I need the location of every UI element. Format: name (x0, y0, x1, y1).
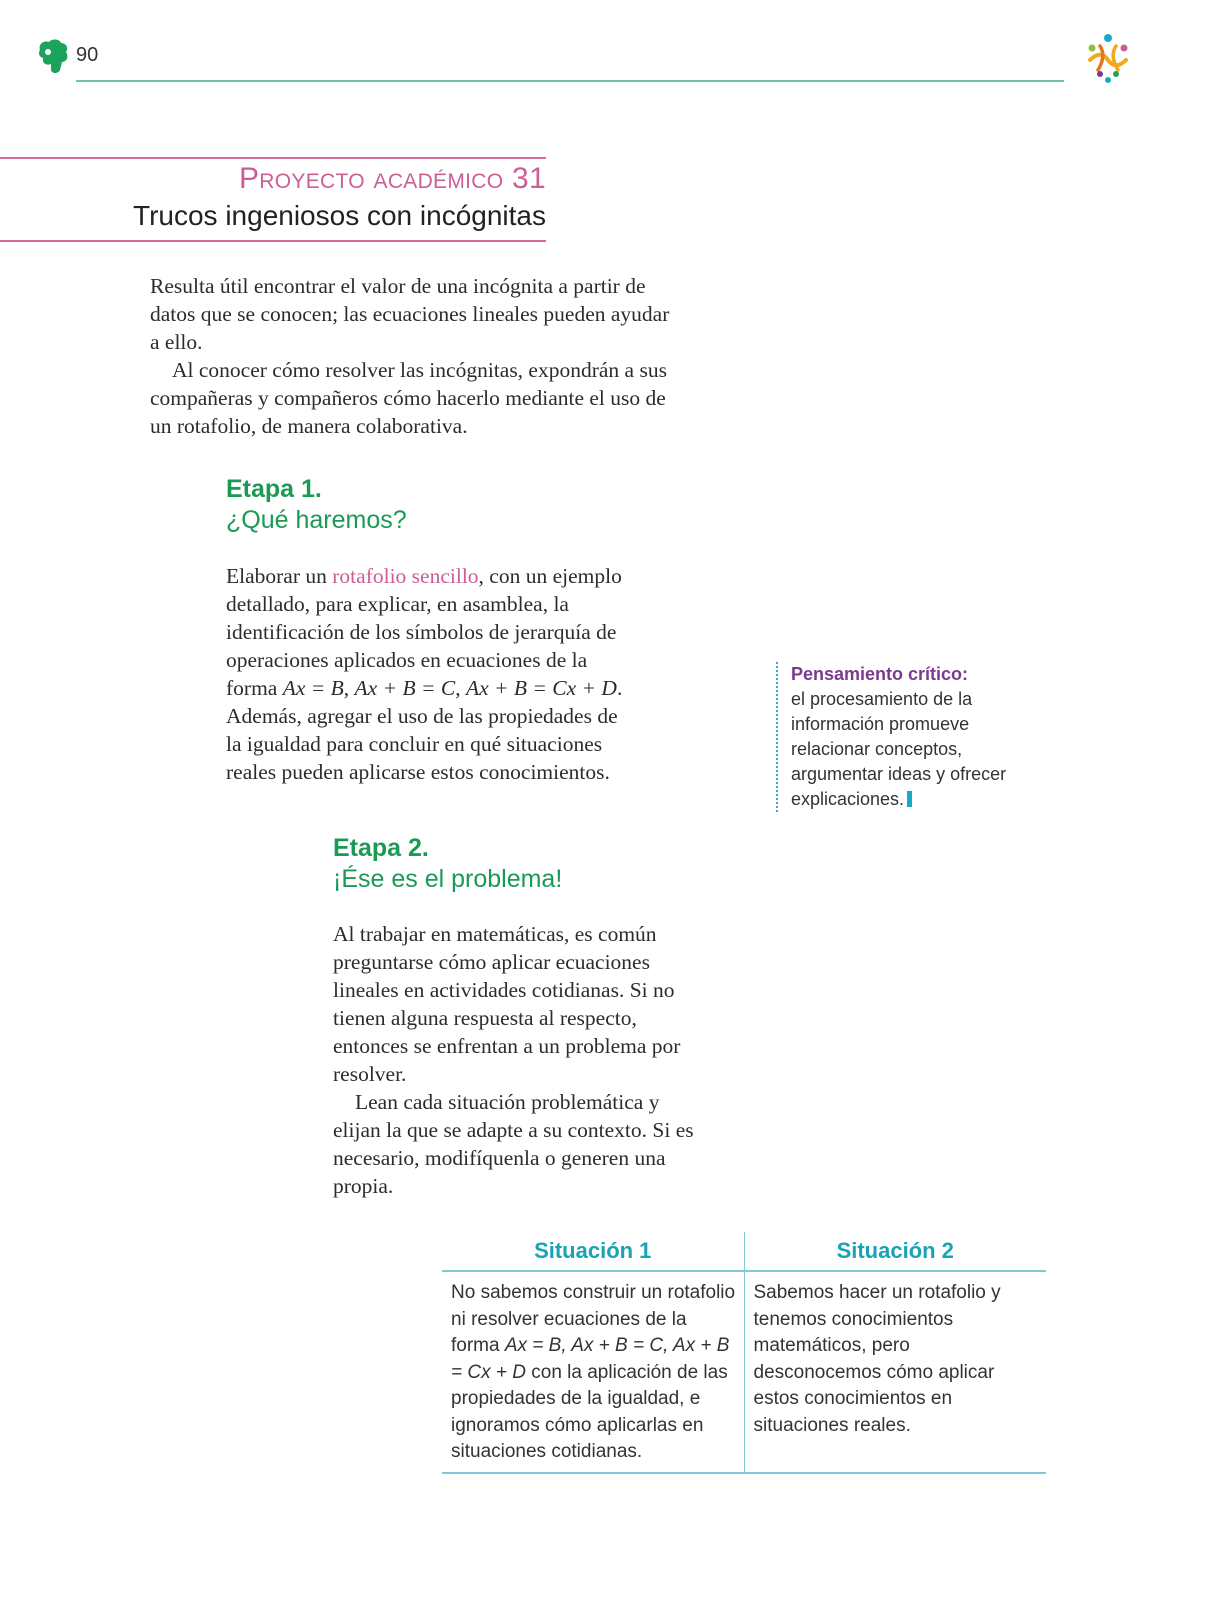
etapa-1-heading (226, 475, 646, 535)
rotafolio-sencillo-highlight: rotafolio sencillo (332, 564, 479, 588)
etapa-1-text (226, 562, 638, 786)
intro-paragraph-2: Al conocer cómo resolver las incógnitas, expondrán a sus compañeras y compañeros cómo hacerlo mediante el uso de un rotafolio, de manera colaborativa. (150, 358, 667, 438)
situations-table (442, 1232, 1046, 1474)
project-top-rule (0, 157, 546, 159)
situation-1-text-a: No sabemos construir un rotafolio ni resolver ecuaciones de la forma (451, 1282, 736, 1356)
equation-1: Ax = B (282, 676, 344, 700)
equation-3: Ax + B = Cx + D (465, 676, 617, 700)
page-number: 90 (76, 44, 99, 66)
situation-1-equations: Ax = B, Ax + B = C, Ax + B = Cx + D (451, 1335, 730, 1383)
critical-thinking-sidebar (776, 662, 1021, 812)
situation-1-text-b: con la aplicación de las propiedades de la igualdad, e ignoramos cómo aplicarlas en situaciones cotidianas. (451, 1361, 728, 1462)
etapa-1-question: ¿Qué haremos? (226, 506, 407, 534)
etapa-2-number: Etapa 2. (333, 834, 429, 862)
equation-2: Ax + B = C (354, 676, 456, 700)
etapa-1-text-start: Elaborar un (226, 564, 333, 588)
etapa-2-text (333, 920, 703, 1200)
project-title: Proyecto académico 31 (239, 162, 546, 195)
intro-paragraph-1: Resulta útil encontrar el valor de una incógnita a partir de datos que se conocen; las ecuaciones lineales pueden ayudar a ello. (150, 274, 670, 354)
etapa-2-paragraph-2: Lean cada situación problemática y elijan la que se adapte a su contexto. Si es necesario, modifíquenla o generen una propia. (333, 1090, 694, 1198)
equation-separator-1: , (343, 676, 355, 700)
situation-2-text: Sabemos hacer un rotafolio y tenemos conocimientos matemáticos, pero desconocemos cómo aplicar estos conocimientos en situaciones reales. (744, 1271, 1046, 1473)
situation-1-text (442, 1271, 744, 1473)
sidebar-text: el procesamiento de la información promueve relacionar conceptos, argumentar ideas y ofrecer explicaciones. (791, 689, 1007, 809)
situation-1-title: Situación 1 (442, 1232, 744, 1271)
etapa-1-text-middle: , con un ejemplo detallado, para explicar, en asamblea, la identificación de los símbolos de jerarquía de operaciones aplicados en ecuaciones de la forma (226, 564, 622, 700)
equation-separator-2: , (455, 676, 466, 700)
project-bottom-rule (0, 240, 546, 242)
community-logo-icon (1080, 30, 1136, 86)
project-subtitle: Trucos ingeniosos con incógnitas (133, 200, 546, 231)
etapa-2-paragraph-1: Al trabajar en matemáticas, es común preguntarse cómo aplicar ecuaciones lineales en actividades cotidianas. Si no tienen alguna respuesta al respecto, entonces se enfrentan a un problema por resolver. (333, 922, 681, 1086)
series-logo-icon (36, 38, 70, 76)
end-mark-icon (907, 791, 912, 807)
header-rule (76, 80, 1064, 82)
intro-text (150, 272, 670, 440)
etapa-2-question: ¡Ése es el problema! (333, 865, 563, 893)
etapa-2-heading (333, 834, 753, 894)
situation-2-title: Situación 2 (744, 1232, 1046, 1271)
etapa-1-number: Etapa 1. (226, 475, 322, 503)
etapa-1-text-end: . Además, agregar el uso de las propiedades de la igualdad para concluir en qué situaciones reales pueden aplicarse estos conocimientos. (226, 676, 623, 784)
sidebar-title: Pensamiento crítico: (791, 664, 969, 684)
